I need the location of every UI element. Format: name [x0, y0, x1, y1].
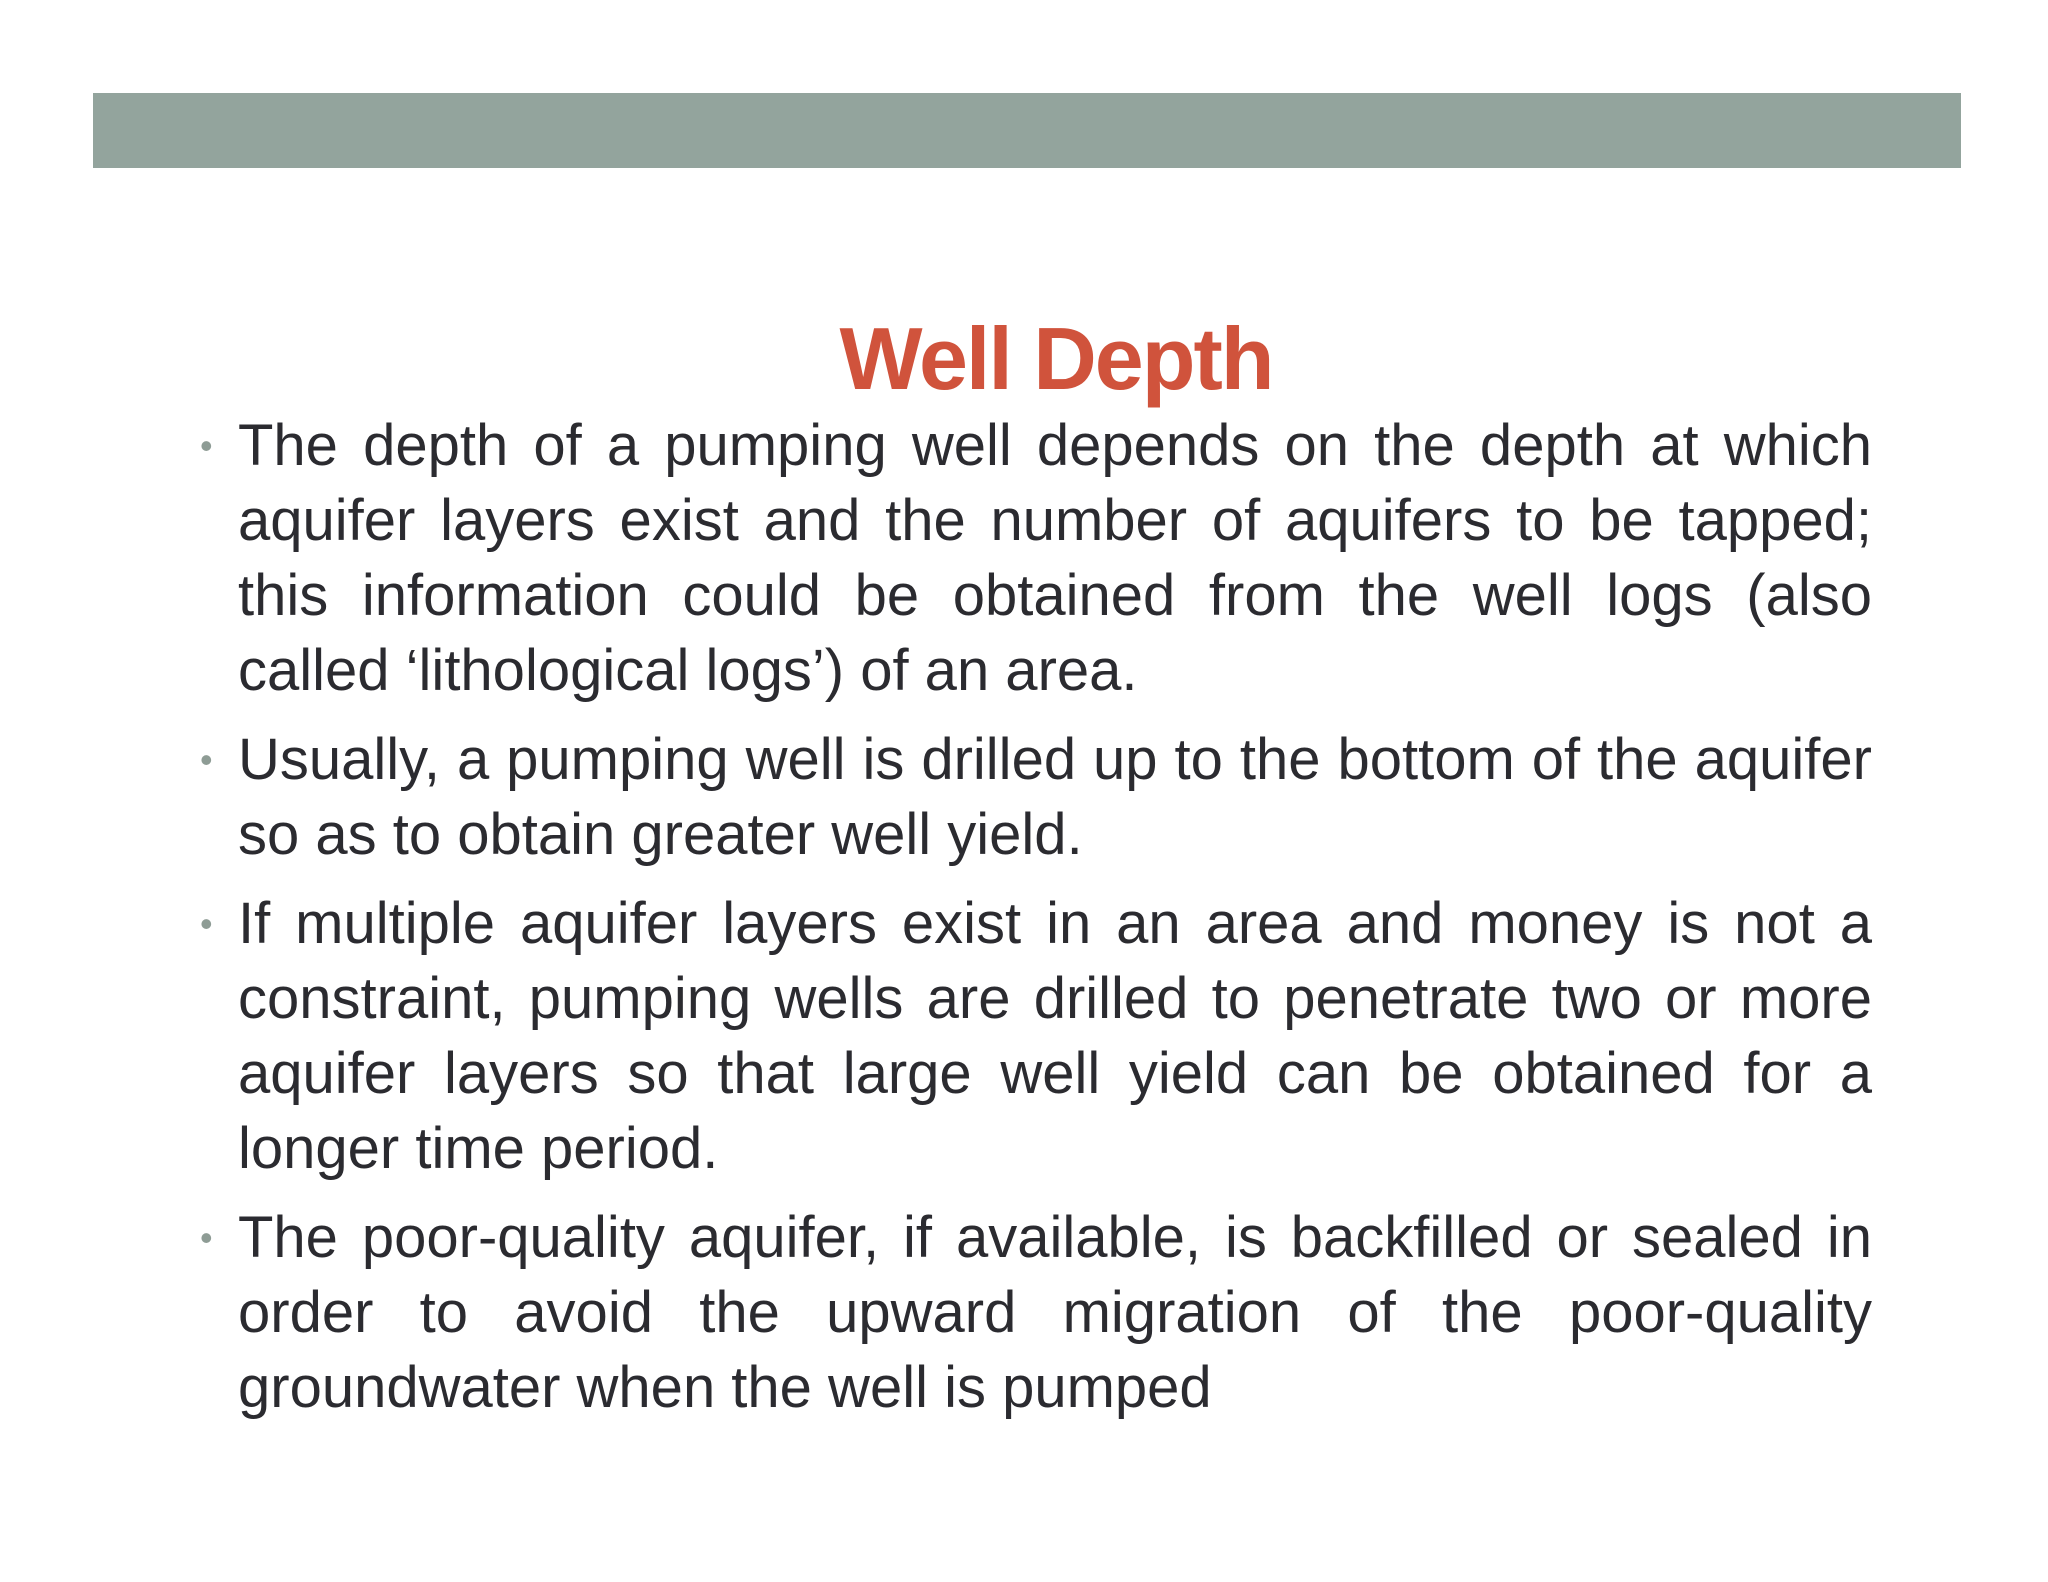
bullet-text: Usually, a pumping well is drilled up to the bottom of the aquifer so as to obtain greater well yield.	[238, 727, 1872, 867]
bullet-icon: •	[200, 1217, 213, 1258]
slide-title: Well Depth	[839, 308, 1273, 408]
header-bar	[93, 93, 1961, 168]
bullet-item	[200, 722, 1872, 872]
bullet-list	[200, 408, 1872, 1439]
bullet-item	[200, 1200, 1872, 1425]
bullet-text: If multiple aquifer layers exist in an area and money is not a constraint, pumping wells are drilled to penetrate two or more aquifer layers so that large well yield can be obtained for a longer time period.	[238, 891, 1872, 1181]
bullet-item	[200, 408, 1872, 708]
bullet-icon: •	[200, 903, 213, 944]
bullet-text: The depth of a pumping well depends on the depth at which aquifer layers exist and the number of aquifers to be tapped; this information could be obtained from the well logs (also called ‘lithological logs’) of an area.	[238, 413, 1872, 703]
bullet-item	[200, 886, 1872, 1186]
bullet-text: The poor-quality aquifer, if available, is backfilled or sealed in order to avoid the upward migration of the poor-quality groundwater when the well is pumped	[238, 1205, 1872, 1420]
bullet-icon: •	[200, 739, 213, 780]
bullet-icon: •	[200, 425, 213, 466]
